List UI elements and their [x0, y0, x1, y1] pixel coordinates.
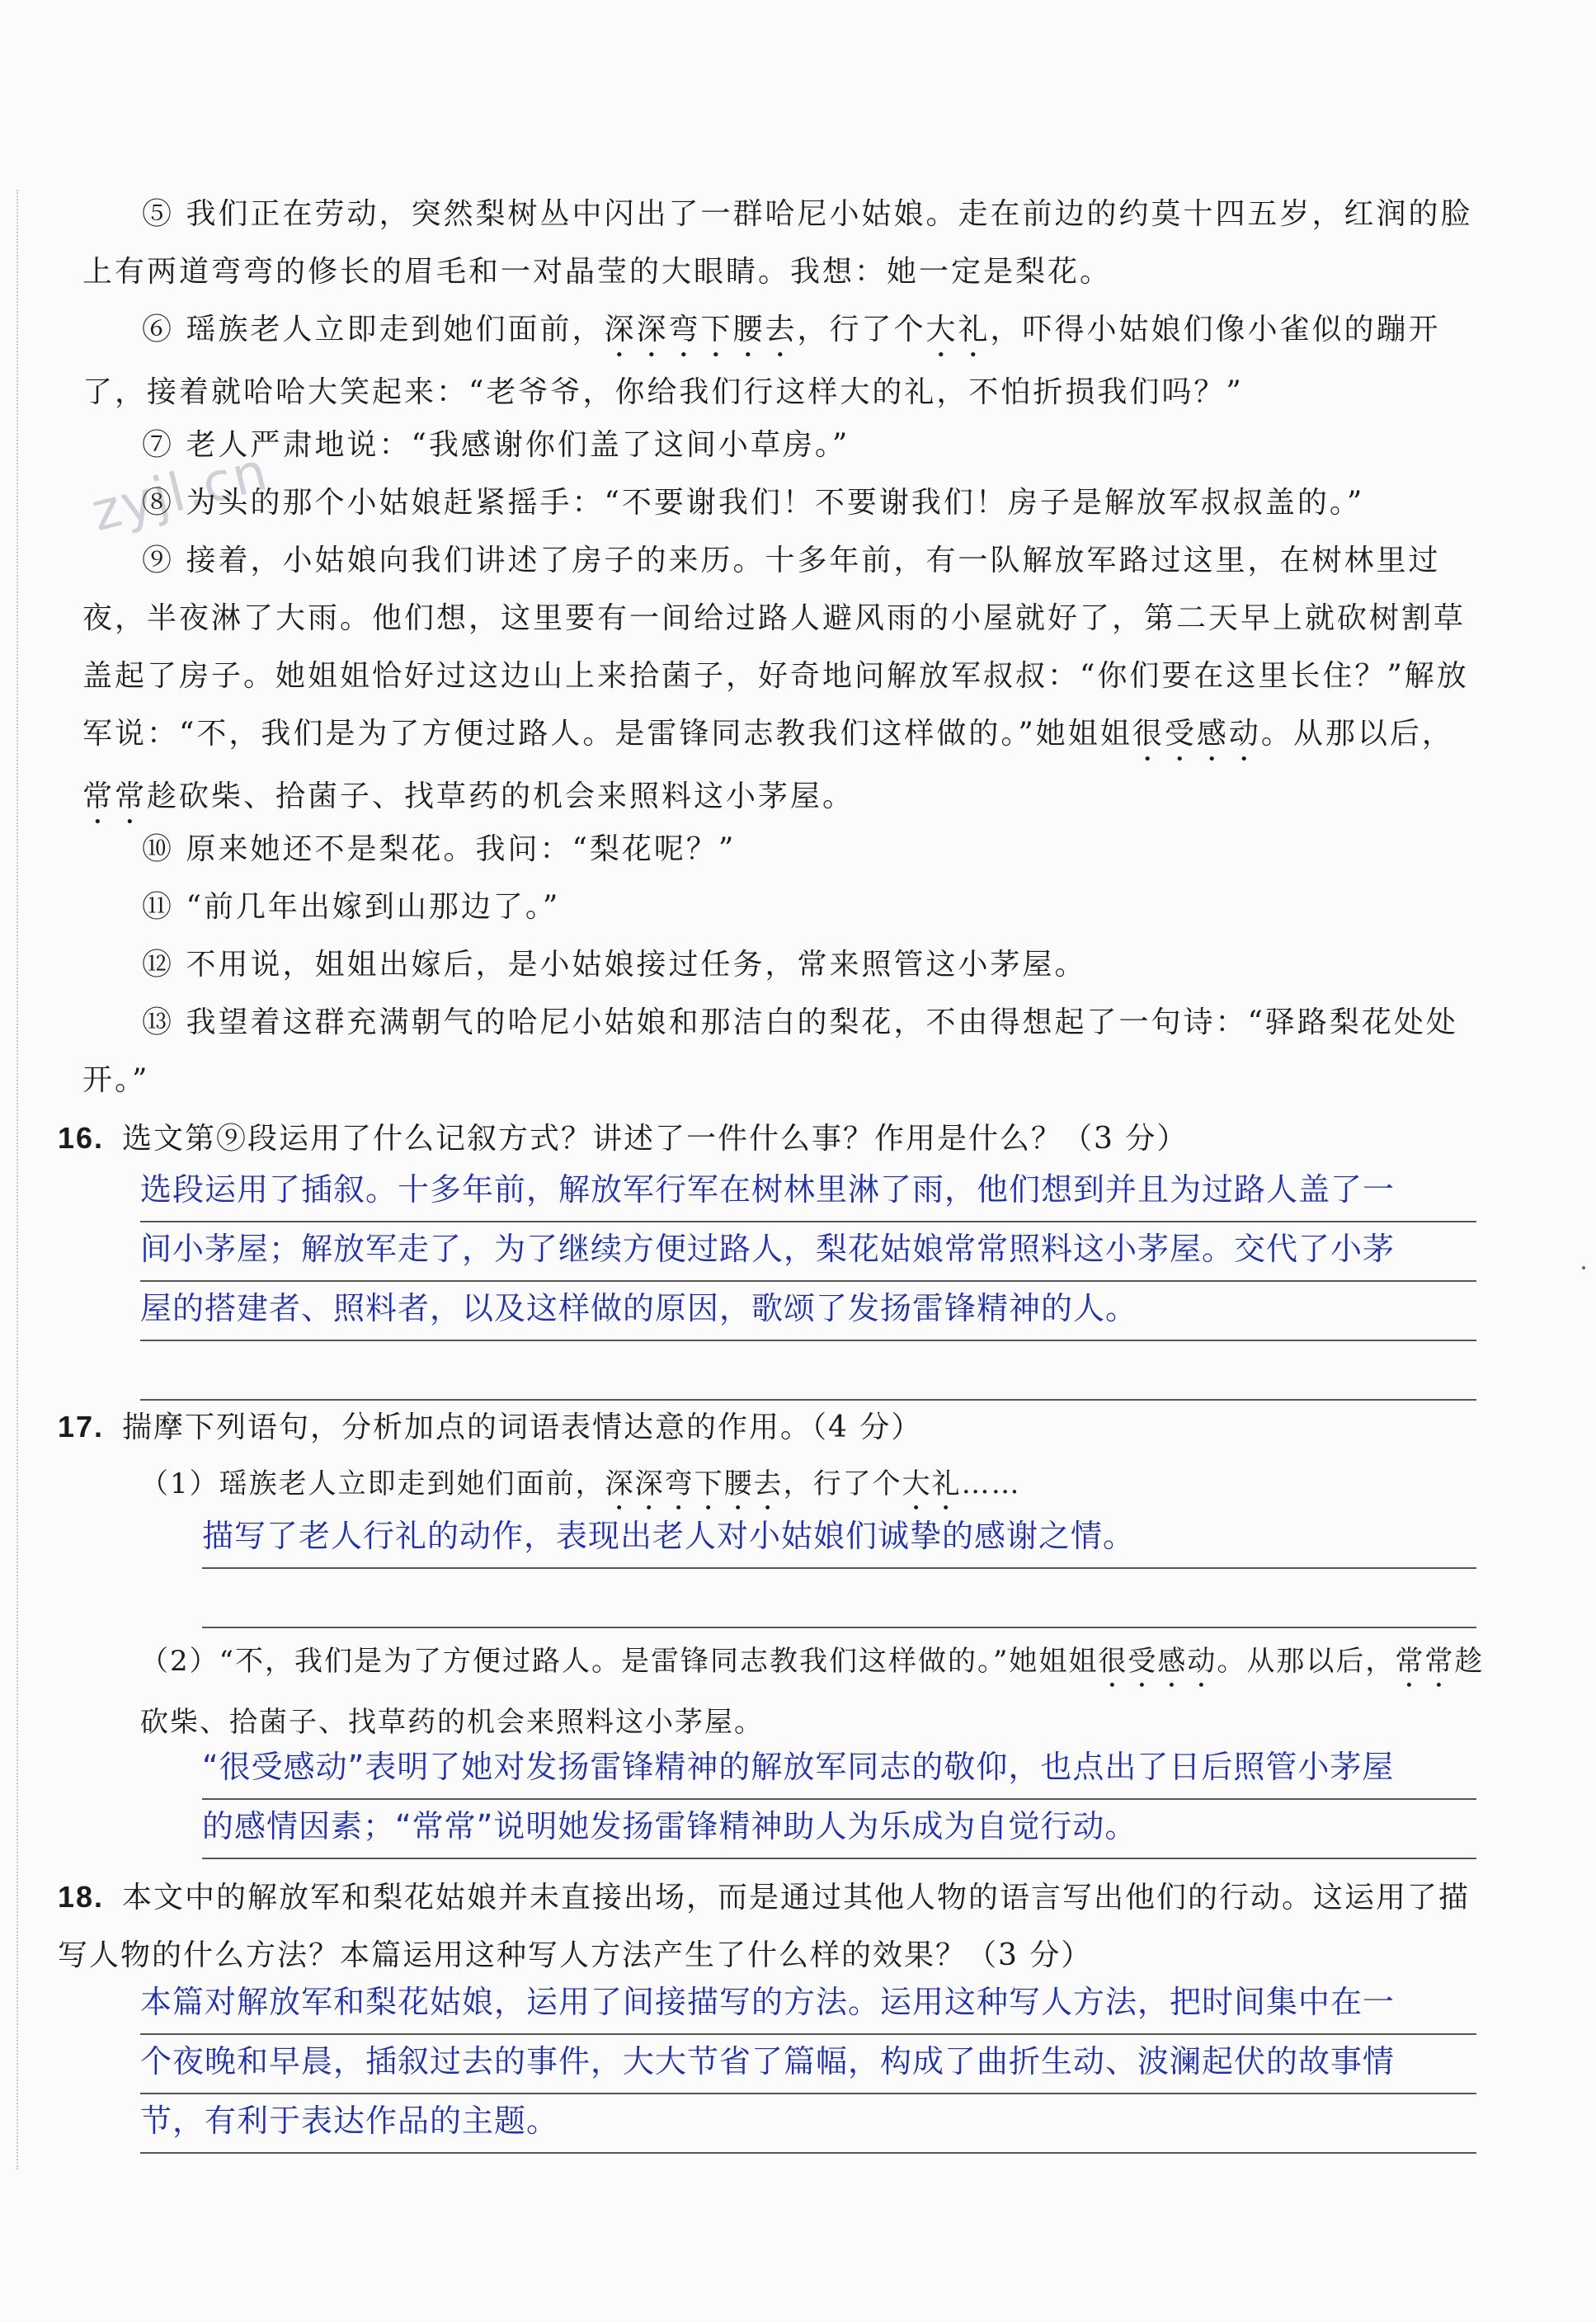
sentence-1-text-b: ，行了个 [783, 1467, 902, 1500]
paragraph-11: ⑪ “前几年出嫁到山那边了。” [142, 890, 561, 924]
answer-line: 节，有利于表达作品的主题。 [140, 2094, 1476, 2154]
question-text: 本文中的解放军和梨花姑娘并未直接出场，而是通过其他人物的语言写出他们的行动。这运用了描写人物的什么方法？本篇运用这种写人方法产生了什么样的效果？（3 分） [58, 1881, 1471, 1972]
paragraph-13: ⑬ 我望着这群充满朝气的哈尼小姑娘和那洁白的梨花，不由得想起了一句诗：“驿路梨花处处开。” [82, 1006, 1458, 1097]
paragraph-12: ⑫ 不用说，姐姐出嫁后，是小姑娘接过任务，常来照管这小茅屋。 [142, 948, 1087, 982]
emphasized-phrase: 常常 [1395, 1645, 1455, 1678]
question-number: 16. [58, 1121, 105, 1155]
paragraph-9-text-a: ⑨ 接着，小姑娘向我们讲述了房子的来历。十多年前，有一队解放军路过这里，在树林里过夜，半夜淋了大雨。他们想，这里要有一间给过路人避风雨的小屋就好了，第二天早上就砍树割草盖起了房子。她姐姐恰好过这边山上来拾菌子，好奇地问解放军叔叔：“你们要在这里长住？”解放军说：“不，我们是为了方便过路人。是雷锋同志教我们这样做的。”她姐姐 [82, 544, 1469, 751]
answer-17-1 [202, 1510, 1476, 1628]
paragraph-9-text-c: 趁砍柴、拾菌子、找草药的机会来照料这小茅屋。 [147, 779, 855, 813]
paragraph-6-text-c: ，吓得小姑娘们像小雀似的蹦开了，接着就哈哈大笑起来：“老爷爷，你给我们行这样大的礼，不怕折损我们吗？” [82, 313, 1441, 409]
answer-line: “很受感动”表明了她对发扬雷锋精神的解放军同志的敬仰，也点出了日后照管小茅屋 [202, 1740, 1476, 1800]
emphasized-phrase: 常常 [82, 779, 148, 813]
sentence-2-text-c: 趁砍柴、拾菌子、找草药的机会来照料这小茅屋。 [140, 1645, 1485, 1739]
emphasized-phrase: 大礼 [925, 313, 991, 346]
sentence-2-text-a: （2）“不，我们是为了方便过路人。是雷锋同志教我们这样做的。”她姐姐 [140, 1645, 1099, 1678]
emphasized-phrase: 深深弯下腰去 [605, 1467, 784, 1500]
emphasized-phrase: 很受感动 [1132, 717, 1261, 751]
answer-18 [140, 1976, 1476, 2154]
watermark: zyjl.cn [86, 440, 275, 544]
answer-line: 间小茅屋；解放军走了，为了继续方便过路人，梨花姑娘常常照料这小茅屋。交代了小茅 [140, 1222, 1476, 1282]
answer-17-2 [202, 1740, 1476, 1859]
scan-dot [1582, 1266, 1585, 1269]
answer-line-blank [140, 1341, 1476, 1401]
question-16 [58, 1109, 1485, 1168]
sentence-2 [140, 1633, 1485, 1750]
answer-16 [140, 1163, 1476, 1401]
answer-line-blank [202, 1569, 1476, 1628]
answer-line: 描写了老人行礼的动作，表现出老人对小姑娘们诚挚的感谢之情。 [202, 1510, 1476, 1569]
paragraph-10: ⑩ 原来她还不是梨花。我问：“梨花呢？” [142, 832, 737, 866]
paragraph-6-text-a: ⑥ 瑶族老人立即走到她们面前， [142, 313, 605, 346]
sentence-1 [140, 1456, 1485, 1517]
emphasized-phrase: 深深弯下腰去 [604, 313, 798, 346]
answer-line: 的感情因素；“常常”说明她发扬雷锋精神助人为乐成为自觉行动。 [202, 1800, 1476, 1859]
paragraph-6 [82, 301, 1485, 422]
question-number: 17. [58, 1410, 105, 1444]
answer-line: 本篇对解放军和梨花姑娘，运用了间接描写的方法。运用这种写人方法，把时间集中在一 [140, 1976, 1476, 2035]
answer-line: 选段运用了插叙。十多年前，解放军行军在树林里淋了雨，他们想到并且为过路人盖了一 [140, 1163, 1476, 1222]
question-17 [58, 1398, 1485, 1457]
question-18 [58, 1868, 1485, 1985]
binding-margin-line [16, 190, 18, 2169]
question-text: 选文第⑨段运用了什么记叙方式？讲述了一件什么事？作用是什么？（3 分） [122, 1122, 1189, 1156]
paragraph-9-text-b: 。从那以后， [1260, 717, 1454, 751]
sentence-2-text-b: 。从那以后， [1217, 1645, 1396, 1678]
sentence-1-text-c: …… [961, 1467, 1021, 1500]
answer-line: 个夜晚和早晨，插叙过去的事件，大大节省了篇幅，构成了曲折生动、波澜起伏的故事情 [140, 2035, 1476, 2094]
paragraph-6-text-b: ，行了个 [797, 313, 926, 346]
question-number: 18. [58, 1880, 105, 1914]
question-text: 揣摩下列语句，分析加点的词语表情达意的作用。（4 分） [122, 1411, 923, 1444]
emphasized-phrase: 很受感动 [1098, 1645, 1217, 1678]
paragraph-7: ⑦ 老人严肃地说：“我感谢你们盖了这间小草房。” [142, 428, 850, 462]
emphasized-phrase: 大礼 [902, 1467, 962, 1500]
paragraph-9 [82, 532, 1485, 831]
answer-line: 屋的搭建者、照料者，以及这样做的原因，歌颂了发扬雷锋精神的人。 [140, 1282, 1476, 1341]
paragraph-5: ⑤ 我们正在劳动，突然梨树丛中闪出了一群哈尼小姑娘。走在前边的约莫十四五岁，红润的脸上有两道弯弯的修长的眉毛和一对晶莹的大眼睛。我想：她一定是梨花。 [82, 197, 1473, 289]
sentence-1-text-a: （1）瑶族老人立即走到她们面前， [140, 1467, 605, 1500]
paragraph-8: ⑧ 为头的那个小姑娘赶紧摇手：“不要谢我们！不要谢我们！房子是解放军叔叔盖的。” [142, 486, 1365, 520]
